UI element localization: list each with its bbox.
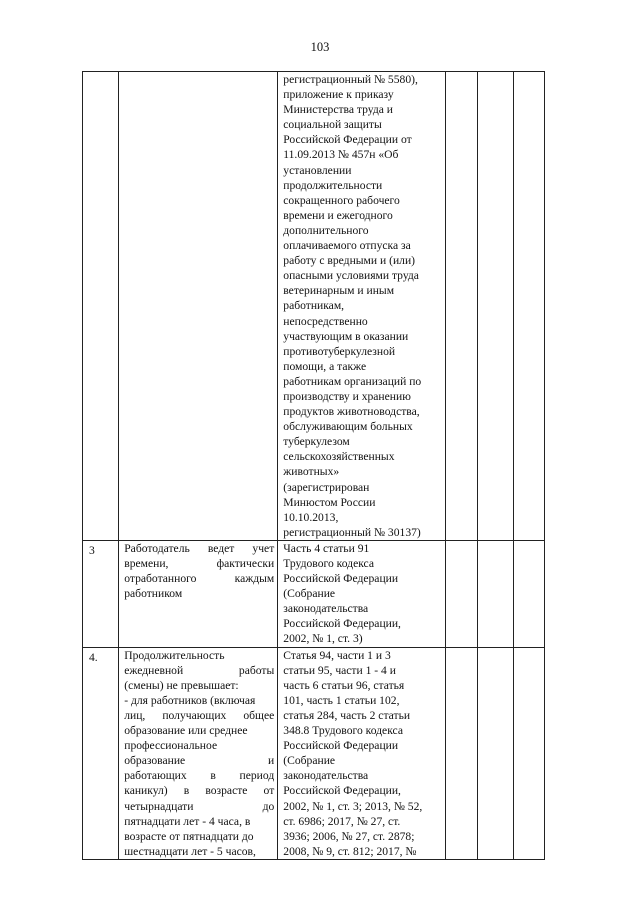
- table-row: [83, 540, 545, 647]
- requirement-word: отработанного: [124, 572, 197, 586]
- empty-cell: [446, 540, 477, 647]
- requirement-word: Работодатель: [124, 541, 190, 555]
- reference-line: установлении: [283, 163, 352, 177]
- requirement-word: учет: [252, 541, 275, 555]
- requirement-word: лиц,: [124, 708, 146, 722]
- requirement-line: [124, 799, 274, 814]
- reference-line: дополнительного: [283, 223, 369, 237]
- empty-cell: [477, 540, 513, 647]
- requirement-line: [124, 678, 274, 693]
- reference-line: законодательства: [283, 769, 369, 783]
- empty-cell: [446, 72, 477, 541]
- requirement-word: (смены) не превышает:: [124, 678, 239, 692]
- reference-line: непосредственно: [283, 314, 368, 328]
- requirement-word: времени,: [124, 557, 169, 570]
- reference-line: 10.10.2013,: [283, 510, 339, 524]
- reference-line: регистрационный № 5580),: [283, 73, 418, 86]
- legal-reference-cell: [278, 540, 446, 647]
- row-number-cell: 4.: [83, 647, 119, 859]
- reference-line: социальной защиты: [283, 118, 382, 132]
- requirement-word: каникул): [124, 784, 168, 798]
- table-row: [83, 72, 545, 541]
- reference-line: (зарегистрирован: [283, 480, 370, 494]
- legal-reference-cell: [278, 647, 446, 859]
- requirement-word: работы: [238, 663, 275, 677]
- requirement-line: [124, 783, 274, 798]
- requirement-line: [124, 844, 274, 859]
- empty-cell: [477, 647, 513, 859]
- requirement-word: четырнадцати: [124, 799, 194, 813]
- reference-line: туберкулезом: [283, 435, 350, 449]
- requirement-line: [124, 753, 274, 768]
- reference-line: животных»: [283, 465, 340, 479]
- reference-line: Министерства труда и: [283, 103, 393, 117]
- requirement-line: [124, 738, 274, 753]
- reference-line: законодательства: [283, 602, 369, 616]
- requirement-line: [124, 648, 274, 663]
- requirement-word: в: [183, 784, 190, 798]
- empty-cell: [446, 647, 477, 859]
- reference-line: работу с вредными и (или): [283, 254, 416, 268]
- requirement-word: общее: [243, 708, 275, 722]
- requirement-line: [124, 708, 274, 723]
- requirement-line: [124, 586, 274, 601]
- requirement-cell: [119, 647, 278, 859]
- legal-reference-cell: [278, 72, 446, 541]
- requirement-line: [124, 571, 274, 586]
- reference-line: помощи, а также: [283, 359, 367, 373]
- reference-line: 2002, № 1, ст. 3): [283, 632, 363, 646]
- requirement-word: период: [239, 769, 275, 783]
- requirement-word: возрасте: [205, 784, 248, 798]
- requirement-word: каждым: [234, 572, 275, 586]
- requirement-word: получающих: [162, 708, 227, 722]
- requirement-word: возрасте от пятнадцати до: [124, 829, 254, 843]
- reference-line: ветеринарным и иным: [283, 284, 395, 298]
- reference-line: 11.09.2013 № 457н «Об: [283, 148, 399, 162]
- reference-line: оплачиваемого отпуска за: [283, 239, 411, 253]
- requirement-line: [124, 829, 274, 844]
- empty-cell: [513, 72, 544, 541]
- reference-line: времени и ежегодного: [283, 208, 393, 222]
- reference-line: (Собрание: [283, 754, 336, 768]
- reference-line: опасными условиями труда: [283, 269, 419, 283]
- requirement-line: [124, 814, 274, 829]
- requirement-word: работником: [124, 587, 183, 601]
- requirement-word: образование или среднее: [124, 724, 248, 738]
- requirement-word: и: [268, 754, 275, 768]
- reference-line: регистрационный № 30137): [283, 525, 421, 539]
- requirement-line: [124, 663, 274, 678]
- reference-line: Часть 4 статьи 91: [283, 541, 370, 555]
- reference-line: обслуживающим больных: [283, 420, 413, 434]
- requirement-line: [124, 541, 274, 556]
- requirement-word: ведет: [207, 541, 235, 555]
- empty-cell: [477, 72, 513, 541]
- table-body: [83, 72, 545, 860]
- empty-cell: [513, 540, 544, 647]
- reference-line: сокращенного рабочего: [283, 193, 400, 207]
- requirement-word: Продолжительность: [124, 648, 225, 662]
- reference-line: производству и хранению: [283, 389, 411, 403]
- row-number-cell: [83, 72, 119, 541]
- reference-line: Российской Федерации от: [283, 133, 412, 147]
- requirement-word: работающих: [124, 769, 187, 783]
- requirements-table: [82, 71, 545, 860]
- reference-line: Российской Федерации: [283, 739, 399, 753]
- table-row: [83, 647, 545, 859]
- requirement-line: [124, 556, 274, 571]
- requirement-word: в: [210, 769, 216, 783]
- reference-line: 348.8 Трудового кодекса: [283, 724, 403, 738]
- reference-line: Российской Федерации,: [283, 784, 401, 798]
- reference-line: Российской Федерации,: [283, 617, 401, 631]
- requirement-cell: [119, 540, 278, 647]
- reference-line: продуктов животноводства,: [283, 405, 420, 419]
- reference-line: статья 284, часть 2 статьи: [283, 708, 411, 722]
- reference-line: Российской Федерации: [283, 572, 399, 586]
- reference-line: ст. 6986; 2017, № 27, ст.: [283, 814, 401, 828]
- page-number: 103: [310, 40, 330, 54]
- requirement-word: пятнадцати лет - 4 часа, в: [124, 814, 251, 828]
- reference-line: Трудового кодекса: [283, 557, 374, 570]
- requirement-cell: [119, 72, 278, 541]
- reference-line: приложение к приказу: [283, 88, 394, 102]
- reference-line: участвующим в оказании: [283, 329, 409, 343]
- reference-line: работникам,: [283, 299, 345, 313]
- row-number-cell: 3: [83, 540, 119, 647]
- requirement-word: до: [262, 799, 275, 813]
- reference-line: 3936; 2006, № 27, ст. 2878;: [283, 829, 415, 843]
- reference-line: 2008, № 9, ст. 812; 2017, №: [283, 844, 417, 858]
- reference-line: продолжительности: [283, 178, 383, 192]
- reference-line: Минюстом России: [283, 495, 376, 509]
- reference-line: сельскохозяйственных: [283, 450, 395, 464]
- reference-line: статьи 95, части 1 - 4 и: [283, 663, 396, 677]
- reference-line: противотуберкулезной: [283, 344, 396, 358]
- reference-line: часть 6 статьи 96, статья: [283, 678, 405, 692]
- requirement-word: шестнадцати лет - 5 часов,: [124, 844, 256, 858]
- requirement-line: [124, 693, 274, 708]
- requirement-word: образование: [124, 754, 186, 768]
- reference-line: Статья 94, части 1 и 3: [283, 648, 391, 662]
- reference-line: 101, часть 1 статьи 102,: [283, 693, 400, 707]
- requirement-word: профессиональное: [124, 739, 218, 753]
- requirement-word: ежедневной: [124, 663, 184, 677]
- requirement-line: [124, 723, 274, 738]
- empty-cell: [513, 647, 544, 859]
- requirement-word: - для работников (включая: [124, 693, 256, 707]
- requirement-line: [124, 768, 274, 783]
- requirement-word: от: [263, 784, 275, 798]
- reference-line: 2002, № 1, ст. 3; 2013, № 52,: [283, 799, 423, 813]
- reference-line: (Собрание: [283, 587, 336, 601]
- reference-line: работникам организаций по: [283, 374, 422, 388]
- requirement-word: фактически: [216, 557, 275, 570]
